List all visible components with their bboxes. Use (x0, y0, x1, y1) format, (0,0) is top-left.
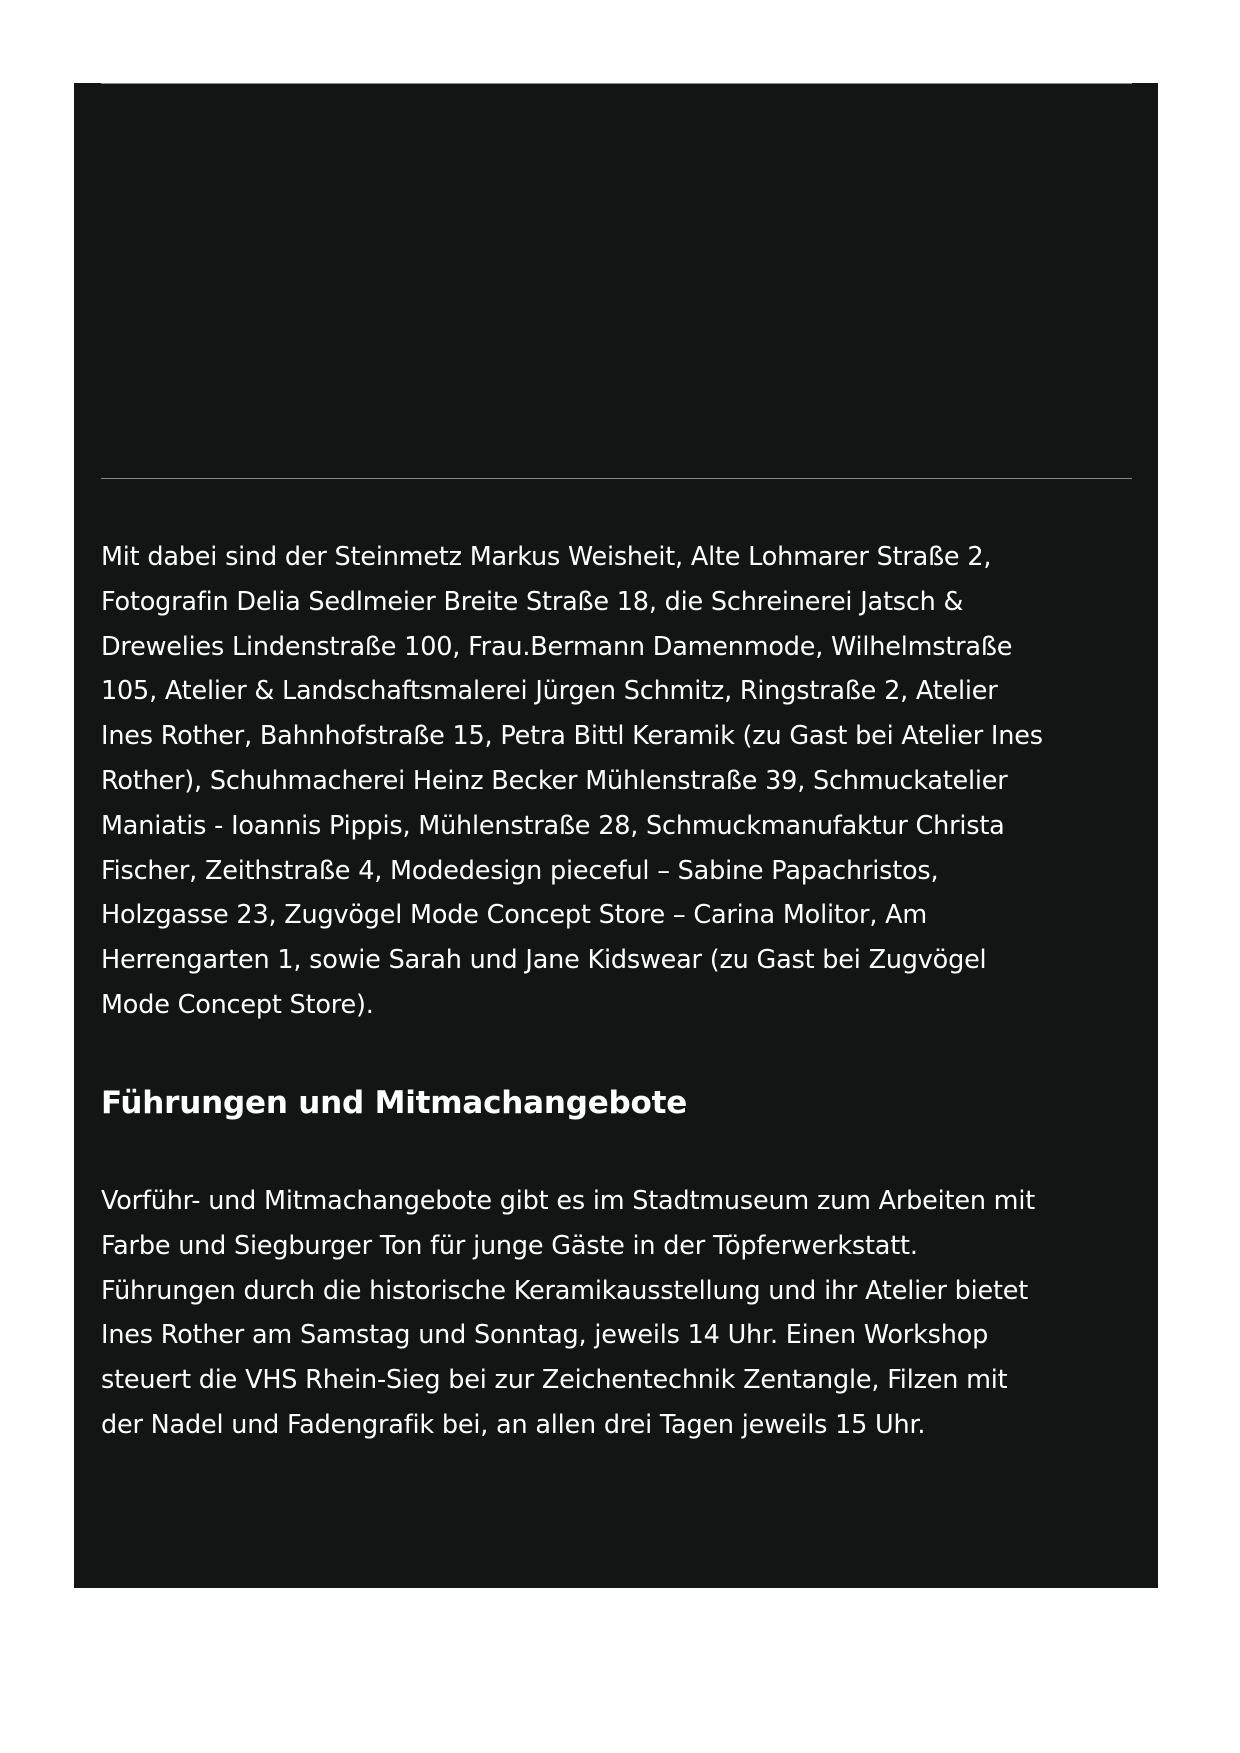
paragraph-line: steuert die VHS Rhein-Sieg bei zur Zeichentechnik Zentangle, Filzen mit (101, 1365, 1008, 1396)
paragraph-line: Herrengarten 1, sowie Sarah und Jane Kidswear (zu Gast bei Zugvögel (101, 945, 987, 976)
paragraph-line: Fischer, Zeithstraße 4, Modedesign pieceful – Sabine Papachristos, (101, 855, 939, 886)
paragraph-line: Ines Rother, Bahnhofstraße 15, Petra Bittl Keramik (zu Gast bei Atelier Ines (101, 721, 1043, 752)
section-divider (101, 478, 1132, 479)
paragraph-line: Maniatis - Ioannis Pippis, Mühlenstraße 28, Schmuckmanufaktur Christa (101, 810, 1005, 841)
paragraph-line: Mit dabei sind der Steinmetz Markus Weisheit, Alte Lohmarer Straße 2, (101, 542, 992, 572)
article-panel (74, 83, 1158, 1588)
paragraph-line: 105, Atelier & Landschaftsmalerei Jürgen Schmitz, Ringstraße 2, Atelier (101, 676, 998, 707)
paragraph-line: Führungen durch die historische Keramikausstellung und ihr Atelier bietet (101, 1275, 1029, 1306)
paragraph-line: Holzgasse 23, Zugvögel Mode Concept Store – Carina Molitor, Am (101, 900, 928, 931)
participants-paragraph (101, 535, 1141, 1028)
offers-paragraph (101, 1179, 1141, 1448)
article-content (101, 535, 1141, 1440)
paragraph-line: der Nadel und Fadengrafik bei, an allen drei Tagen jeweils 15 Uhr. (101, 1409, 926, 1440)
section-heading: Führungen und Mitmachangebote (101, 1085, 688, 1121)
empty-media-area (101, 85, 1132, 475)
paragraph-line: Vorführ- und Mitmachangebote gibt es im Stadtmuseum zum Arbeiten mit (101, 1186, 1036, 1216)
paragraph-line: Ines Rother am Samstag und Sonntag, jeweils 14 Uhr. Einen Workshop (101, 1320, 989, 1351)
paragraph-line: Farbe und Siegburger Ton für junge Gäste in der Töpferwerkstatt. (101, 1230, 918, 1261)
paragraph-line: Fotografin Delia Sedlmeier Breite Straße 18, die Schreinerei Jatsch & (101, 586, 964, 617)
paragraph-line: Mode Concept Store). (101, 989, 374, 1020)
paragraph-line: Rother), Schuhmacherei Heinz Becker Mühlenstraße 39, Schmuckatelier (101, 765, 1008, 796)
paragraph-line: Drewelies Lindenstraße 100, Frau.Bermann Damenmode, Wilhelmstraße (101, 631, 1013, 662)
top-divider (101, 83, 1132, 84)
